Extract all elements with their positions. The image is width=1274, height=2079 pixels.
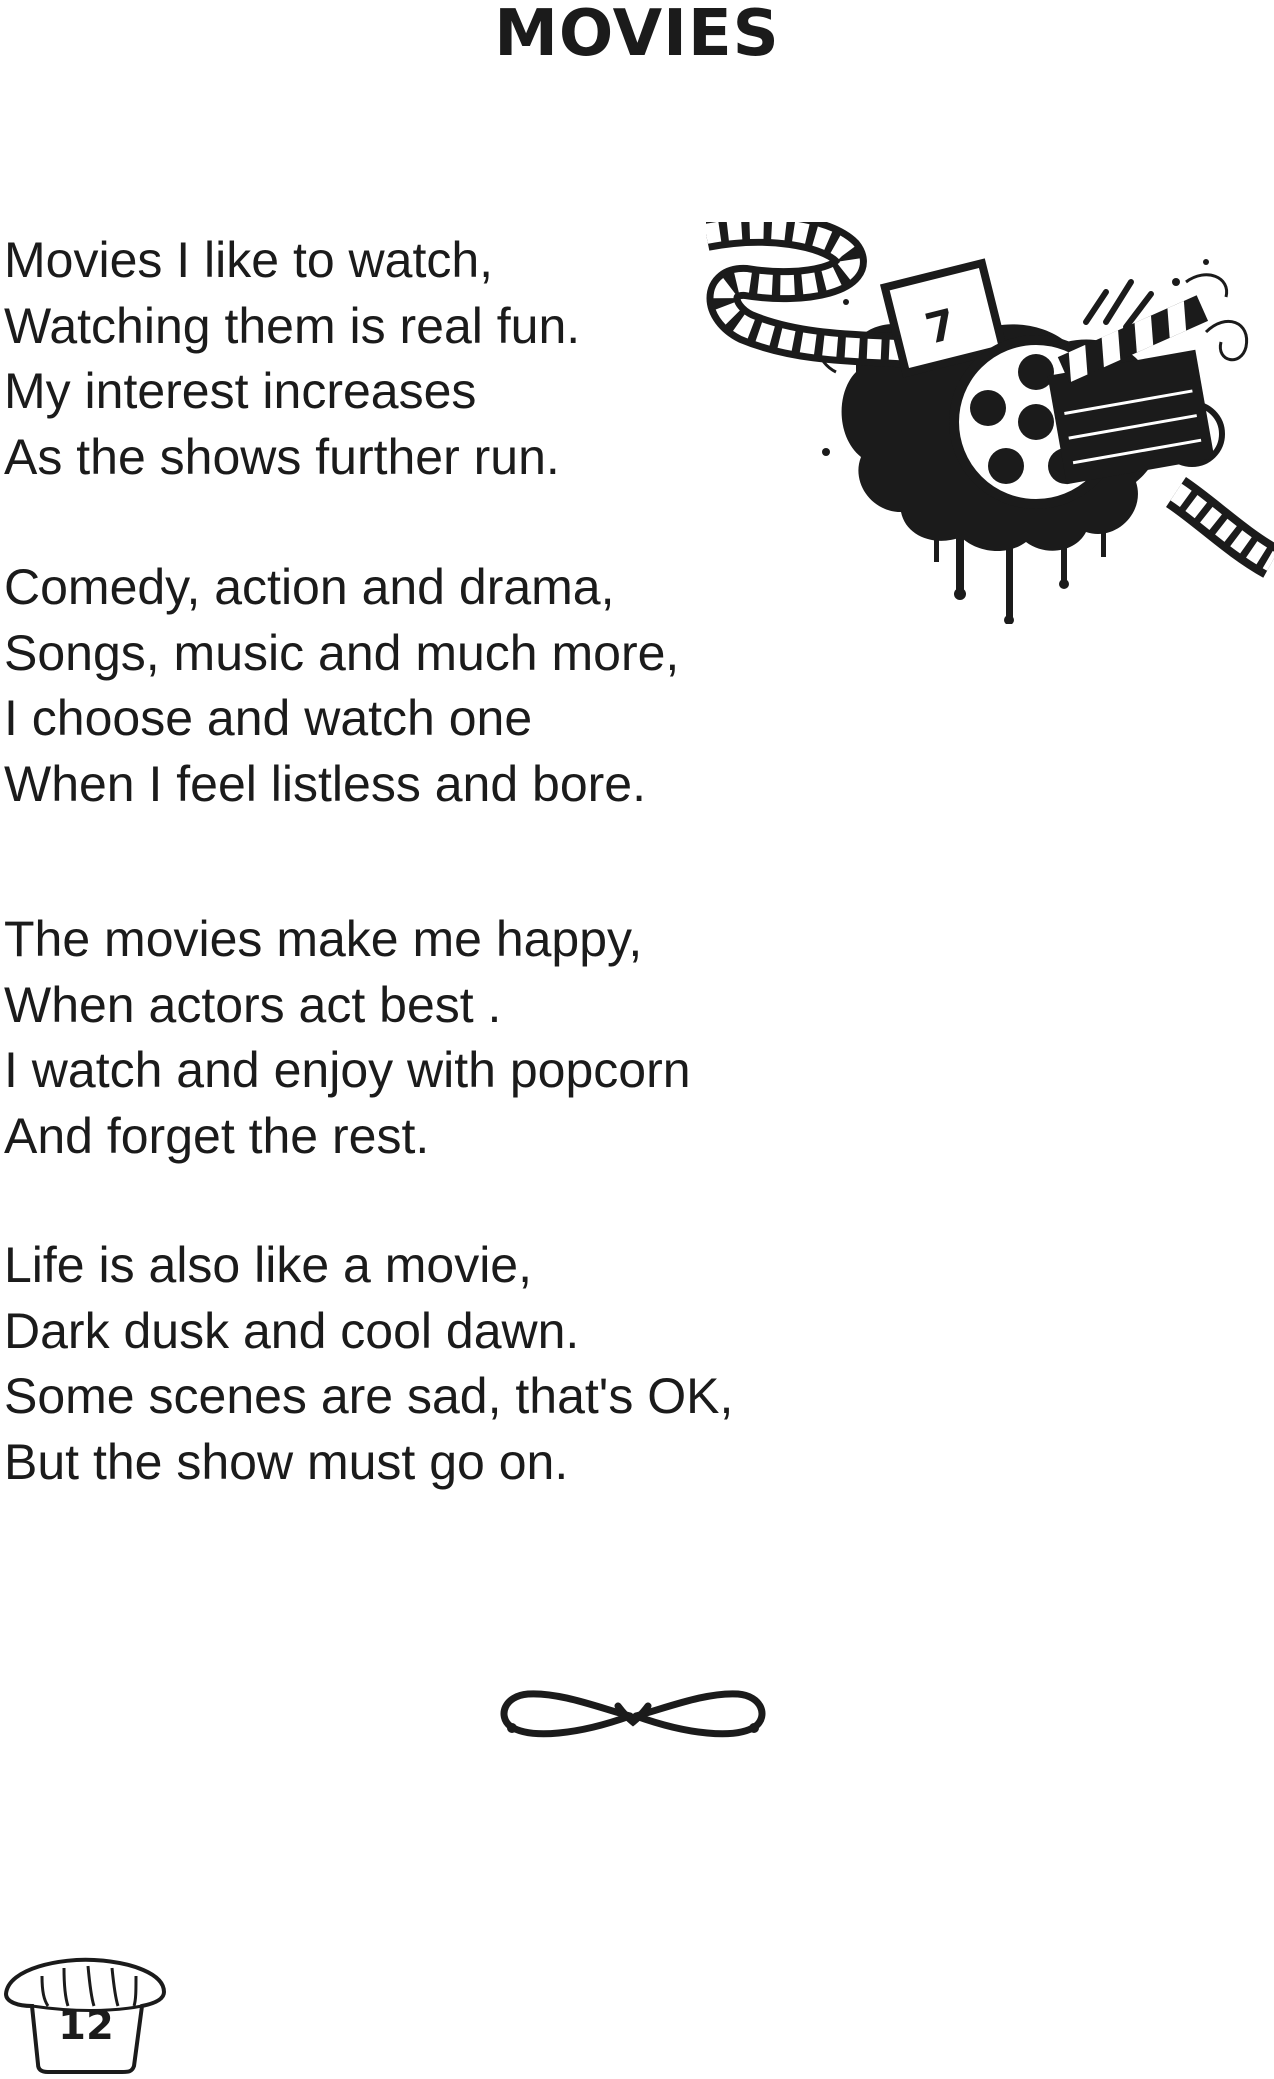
scroll-divider-icon <box>490 1682 776 1744</box>
page-title: MOVIES <box>494 0 780 71</box>
page-number: 12 <box>58 2003 114 2049</box>
poem-line: The movies make me happy, <box>4 911 643 967</box>
poem-line: Some scenes are sad, that's OK, <box>4 1368 734 1424</box>
poem-line: My interest increases <box>4 363 477 419</box>
frame-number: 7 <box>920 299 961 354</box>
poem-line: Movies I like to watch, <box>4 232 494 288</box>
poem-line: When I feel listless and bore. <box>4 755 646 812</box>
film-reel-clapperboard-icon <box>706 222 1274 624</box>
stanza-4 <box>4 1233 834 1495</box>
poem-line: I choose and watch one <box>4 690 533 746</box>
poem-line: When actors act best . <box>4 976 502 1033</box>
poem-line: Watching them is real fun. <box>4 297 581 354</box>
poem-line: Songs, music and much more, <box>4 624 680 681</box>
poem-line: I watch and enjoy with popcorn <box>4 1042 691 1098</box>
poem-line: Dark dusk and cool dawn. <box>4 1302 580 1359</box>
poem-line: As the shows further run. <box>4 428 560 485</box>
poem-line: Comedy, action and drama, <box>4 559 615 615</box>
poem-line: And forget the rest. <box>4 1107 430 1164</box>
poem-line: Life is also like a movie, <box>4 1237 533 1293</box>
poem-line: But the show must go on. <box>4 1433 569 1490</box>
stanza-3 <box>4 907 834 1169</box>
